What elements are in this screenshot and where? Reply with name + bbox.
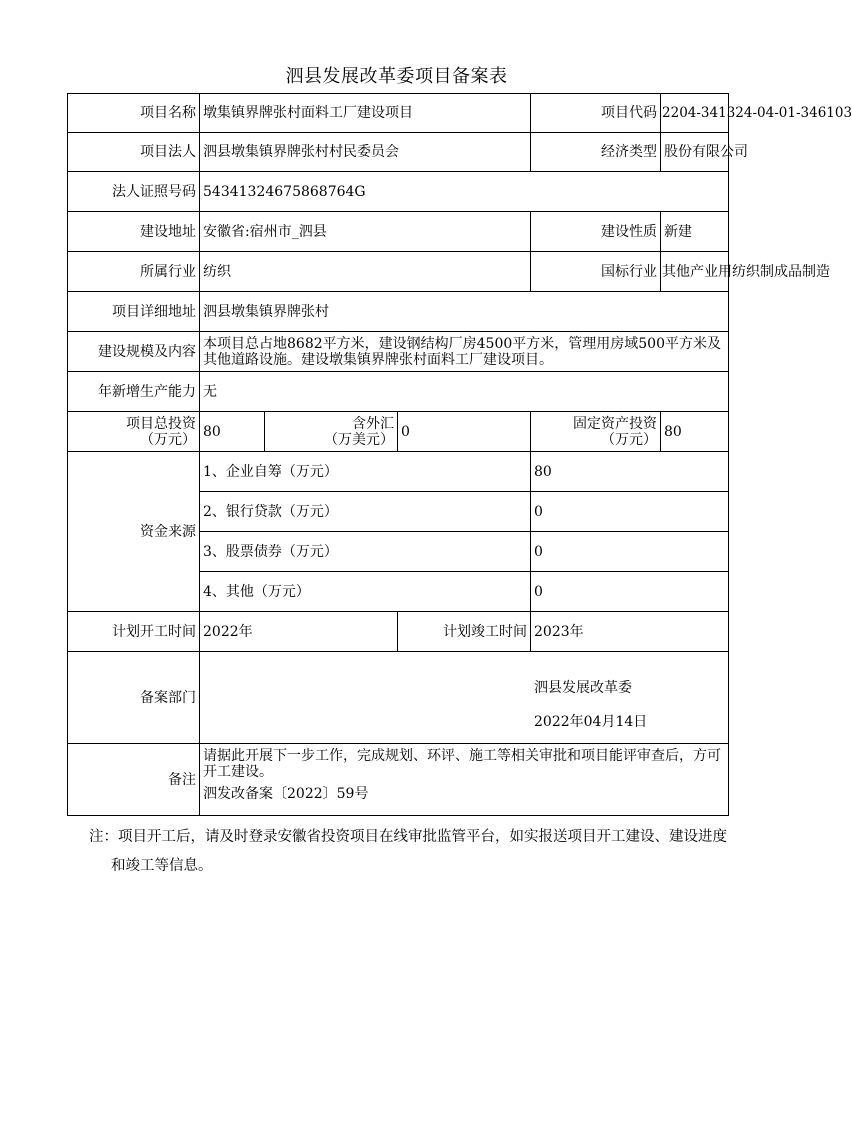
row-funding-1: [68, 452, 729, 492]
end-time-label: 计划竣工时间: [398, 612, 531, 652]
national-industry-label: 国标行业: [531, 252, 661, 292]
dept-cell: [200, 652, 729, 744]
row-dept: [68, 652, 729, 744]
footnote: 注：项目开工后，请及时登录安徽省投资项目在线审批监管平台，如实报送项目开工建设、建设进度和竣工等信息。: [89, 829, 727, 874]
total-invest-label-line1: 项目总投资: [126, 415, 196, 432]
fixed-invest-label-line1: 固定资产投资: [573, 415, 658, 432]
funding-item-value: 0: [531, 572, 729, 612]
funding-item-label: 4、其他（万元）: [200, 572, 531, 612]
row-capacity: [68, 372, 729, 412]
record-form-table: [67, 93, 852, 816]
row-project-name: [68, 94, 729, 133]
economy-type-label: 经济类型: [531, 133, 661, 172]
remark-label: 备注: [68, 744, 200, 816]
total-invest-label-line2: （万元）: [140, 431, 196, 448]
project-name-label: 项目名称: [68, 94, 200, 133]
row-investment: [68, 412, 729, 452]
foreign-label-line2: （万美元）: [324, 431, 394, 448]
capacity-value: 无: [200, 372, 729, 412]
project-code-value: 2204-341324-04-01-346103: [661, 94, 729, 133]
national-industry-value: 其他产业用纺织制成品制造: [661, 252, 729, 292]
project-code-label: 项目代码: [531, 94, 661, 133]
row-schedule: [68, 612, 729, 652]
scale-value: 本项目总占地8682平方米，建设钢结构厂房4500平方米，管理用房域500平方米及其他道路设施。建设墩集镇界牌张村面料工厂建设项目。: [200, 332, 729, 372]
funding-item-label: 3、股票债券（万元）: [200, 532, 531, 572]
fixed-invest-value: 80: [661, 412, 729, 452]
detail-address-label: 项目详细地址: [68, 292, 200, 332]
dept-label: 备案部门: [68, 652, 200, 744]
detail-address-value: 泗县墩集镇界牌张村: [200, 292, 729, 332]
start-time-value: 2022年: [200, 612, 398, 652]
legal-person-label: 项目法人: [68, 133, 200, 172]
fixed-invest-label-line2: （万元）: [601, 431, 658, 448]
funding-item-label: 1、企业自筹（万元）: [200, 452, 531, 492]
row-remark: [68, 744, 729, 816]
row-detail-address: [68, 292, 729, 332]
dept-name: 泗县发展改革委: [534, 680, 632, 696]
nature-value: 新建: [661, 212, 729, 252]
row-legal-person: [68, 133, 729, 172]
location-label: 建设地址: [68, 212, 200, 252]
industry-value: 纺织: [200, 252, 531, 292]
funding-item-value: 0: [531, 532, 729, 572]
project-name-value: 墩集镇界牌张村面料工厂建设项目: [200, 94, 531, 133]
funding-label: 资金来源: [68, 452, 200, 612]
page-title: 泗县发展改革委项目备案表: [285, 66, 508, 87]
economy-type-value: 股份有限公司: [661, 133, 729, 172]
funding-item-label: 2、银行贷款（万元）: [200, 492, 531, 532]
total-invest-value: 80: [200, 412, 265, 452]
dept-date: 2022年04月14日: [534, 714, 648, 730]
license-label: 法人证照号码: [68, 172, 200, 212]
remark-doc-number: 泗发改备案〔2022〕59号: [203, 786, 369, 802]
foreign-label-line1: 含外汇: [352, 415, 394, 432]
legal-person-value: 泗县墩集镇界牌张村村民委员会: [200, 133, 531, 172]
license-value: 54341324675868764G: [200, 172, 729, 212]
row-location: [68, 212, 729, 252]
foreign-value: 0: [398, 412, 531, 452]
funding-item-value: 80: [531, 452, 729, 492]
dept-area: [200, 652, 728, 743]
foreign-label: [265, 412, 398, 452]
scale-label: 建设规模及内容: [68, 332, 200, 372]
location-value: 安徽省:宿州市_泗县: [200, 212, 531, 252]
row-scale: [68, 332, 729, 372]
funding-item-value: 0: [531, 492, 729, 532]
total-invest-label: [68, 412, 200, 452]
start-time-label: 计划开工时间: [68, 612, 200, 652]
row-license: [68, 172, 729, 212]
industry-label: 所属行业: [68, 252, 200, 292]
remark-text: 请据此开展下一步工作，完成规划、环评、施工等相关审批和项目能评审查后，方可开工建设。: [203, 748, 721, 780]
remark-cell: [200, 744, 729, 816]
capacity-label: 年新增生产能力: [68, 372, 200, 412]
nature-label: 建设性质: [531, 212, 661, 252]
row-industry: [68, 252, 729, 292]
end-time-value: 2023年: [531, 612, 729, 652]
fixed-invest-label: [531, 412, 661, 452]
